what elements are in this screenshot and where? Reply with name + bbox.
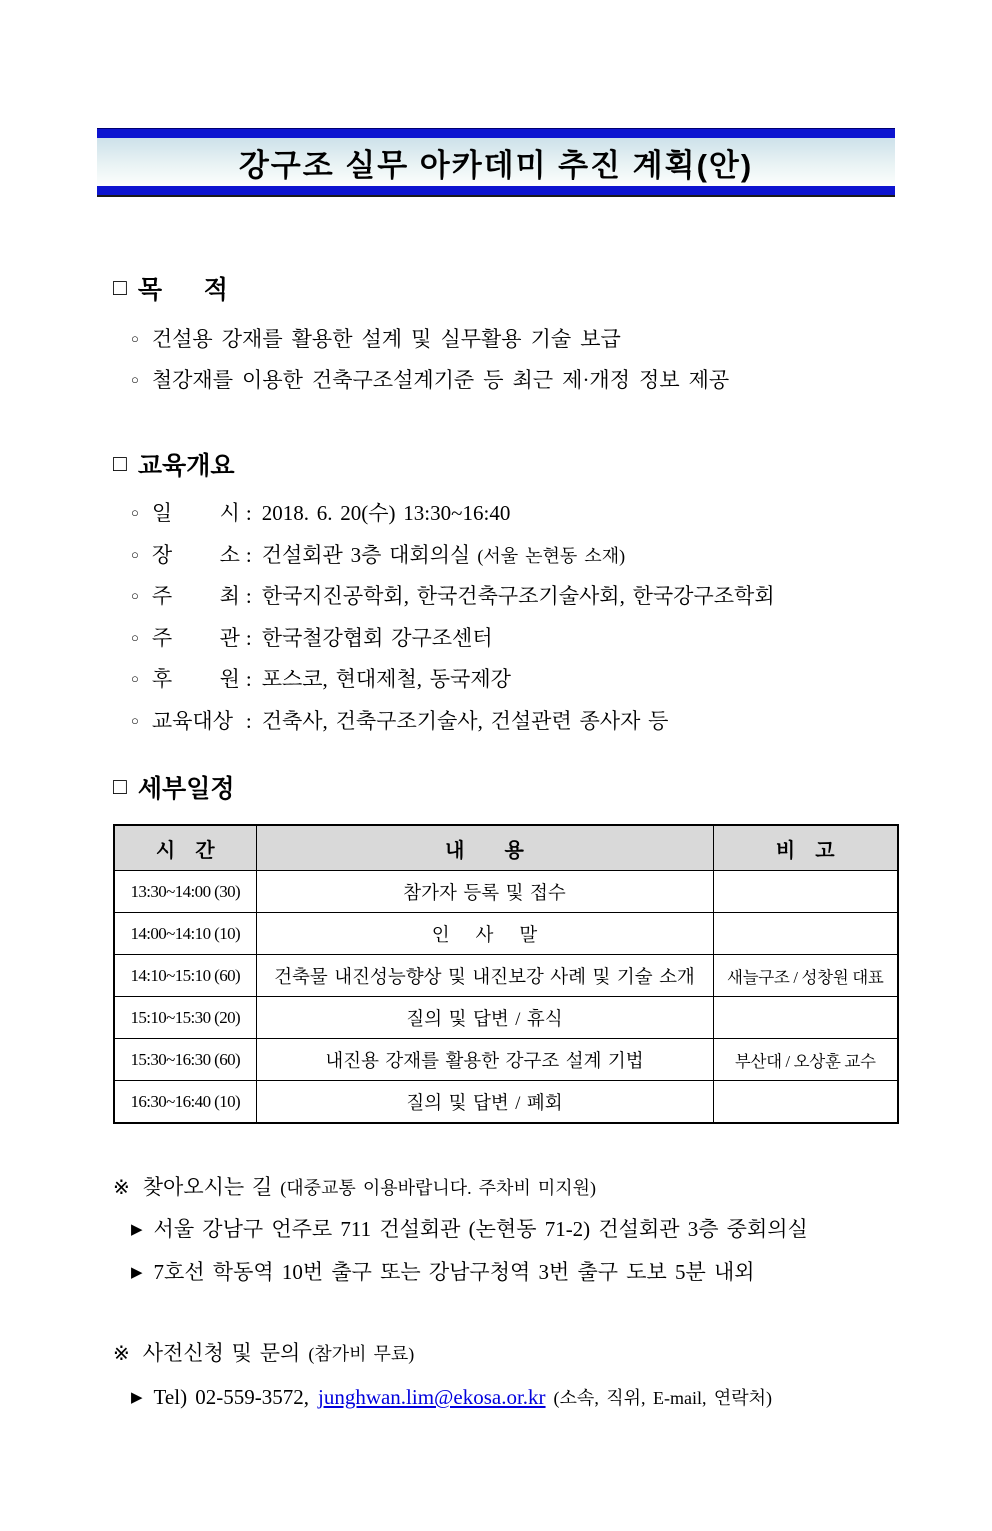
col-header-note: 비 고: [713, 825, 898, 871]
application-section: [97, 1337, 895, 1420]
schedule-content: 질의 및 답변 / 휴식: [256, 997, 713, 1039]
overview-item-value: 2018. 6. 20(수) 13:30~16:40: [261, 501, 511, 525]
directions-item: [97, 1252, 895, 1295]
overview-item-label: 일 시: [151, 501, 240, 525]
purpose-item-text: 건설용 강재를 활용한 설계 및 실무활용 기술 보급: [151, 327, 621, 351]
directions-heading-note: (대중교통 이용바랍니다. 주차비 미지원): [280, 1178, 597, 1198]
application-heading-note: (참가비 무료): [308, 1344, 415, 1364]
overview-item-label: 후 원: [151, 667, 240, 691]
overview-item-organizer: [97, 619, 895, 661]
directions-heading-label: 찾아오시는 길: [142, 1175, 273, 1199]
directions-items: [97, 1209, 895, 1295]
schedule-note: 부산대 / 오상훈 교수: [713, 1039, 898, 1081]
directions-item-text: 서울 강남구 언주로 711 건설회관 (논현동 71-2) 건설회관 3층 중회의실: [153, 1217, 808, 1241]
circle-bullet-icon: ○: [131, 331, 139, 346]
circle-bullet-icon: ○: [131, 588, 139, 603]
table-row: [114, 955, 898, 997]
banner-body: [97, 138, 895, 186]
circle-bullet-icon: ○: [131, 546, 139, 562]
directions-item: [97, 1209, 895, 1252]
table-row: [114, 871, 898, 913]
overview-item-value: 한국철강협회 강구조센터: [261, 625, 493, 650]
colon-separator: :: [245, 501, 252, 525]
contact-tel: Tel) 02-559-3572,: [153, 1385, 309, 1409]
purpose-item: [97, 320, 895, 361]
overview-item-note: (서울 논현동 소재): [477, 545, 626, 566]
overview-item-audience: [97, 702, 895, 744]
schedule-content: 건축물 내진성능향상 및 내진보강 사례 및 기술 소개: [256, 955, 713, 997]
table-row: [114, 997, 898, 1039]
schedule-content: 내진용 강재를 활용한 강구조 설계 기법: [256, 1039, 713, 1081]
schedule-time: 15:30~16:30 (60): [114, 1039, 256, 1081]
directions-heading: [97, 1171, 895, 1201]
arrow-right-icon: ▶: [131, 1265, 143, 1281]
schedule-note: [713, 997, 898, 1039]
overview-item-label: 주 최: [151, 584, 240, 608]
overview-item-label: 교육대상: [151, 708, 234, 733]
colon-separator: :: [245, 708, 252, 733]
arrow-right-icon: ▶: [131, 1222, 143, 1238]
reference-mark-icon: ※: [113, 1177, 130, 1199]
square-bullet-icon: □: [113, 273, 127, 300]
contact-line: [97, 1377, 895, 1420]
circle-bullet-icon: ○: [131, 629, 139, 645]
circle-bullet-icon: ○: [131, 372, 139, 387]
purpose-items: [97, 320, 895, 402]
banner-top-bar: [97, 128, 895, 138]
table-row: [114, 913, 898, 955]
document-content: [97, 270, 895, 1420]
contact-suffix: (소속, 직위, E-mail, 연락처): [553, 1388, 773, 1408]
schedule-content: 질의 및 답변 / 폐회: [256, 1081, 713, 1124]
schedule-time: 15:10~15:30 (20): [114, 997, 256, 1039]
schedule-note: [713, 913, 898, 955]
schedule-note: 새늘구조 / 성창원 대표: [713, 955, 898, 997]
overview-item-value: 건축사, 건축구조기술사, 건설관련 종사자 등: [261, 708, 669, 733]
directions-item-text: 7호선 학동역 10번 출구 또는 강남구청역 3번 출구 도보 5분 내외: [153, 1260, 755, 1284]
banner-bottom-bar: [97, 186, 895, 197]
circle-bullet-icon: ○: [131, 712, 139, 728]
colon-separator: :: [245, 625, 252, 650]
contact-email-link[interactable]: junghwan.lim@ekosa.or.kr: [317, 1385, 546, 1409]
reference-mark-icon: ※: [113, 1343, 130, 1365]
schedule-time: 14:00~14:10 (10): [114, 913, 256, 955]
schedule-note: [713, 1081, 898, 1124]
schedule-time: 13:30~14:00 (30): [114, 871, 256, 913]
overview-item-label: 주 관: [151, 625, 240, 650]
arrow-right-icon: ▶: [131, 1390, 143, 1406]
overview-item-datetime: [97, 494, 895, 536]
application-heading-label: 사전신청 및 문의: [142, 1341, 301, 1365]
purpose-heading: [97, 270, 895, 306]
schedule-note: [713, 871, 898, 913]
col-header-time: 시 간: [114, 825, 256, 871]
overview-item-location: [97, 536, 895, 578]
title-banner: [97, 128, 895, 197]
purpose-item-text: 철강재를 이용한 건축구조설계기준 등 최근 제·개정 정보 제공: [151, 368, 730, 392]
schedule-time: 16:30~16:40 (10): [114, 1081, 256, 1124]
overview-item-value: 한국지진공학회, 한국건축구조기술사회, 한국강구조학회: [261, 584, 775, 608]
overview-item-sponsor: [97, 660, 895, 702]
application-heading: [97, 1337, 895, 1367]
schedule-content: 인 사 말: [256, 913, 713, 955]
schedule-heading-label: 세부일정: [137, 775, 235, 803]
schedule-time: 14:10~15:10 (60): [114, 955, 256, 997]
circle-bullet-icon: ○: [131, 505, 139, 520]
purpose-item: [97, 361, 895, 402]
col-header-content: 내 용: [256, 825, 713, 871]
schedule-content: 참가자 등록 및 접수: [256, 871, 713, 913]
directions-section: [97, 1171, 895, 1295]
square-bullet-icon: □: [113, 449, 127, 476]
overview-item-value: 건설회관 3층 대회의실: [261, 542, 471, 567]
circle-bullet-icon: ○: [131, 671, 139, 686]
overview-heading: [97, 446, 895, 482]
schedule-table: [113, 824, 899, 1124]
overview-items: [97, 494, 895, 743]
table-row: [114, 1081, 898, 1124]
overview-heading-label: 교육개요: [137, 452, 235, 480]
purpose-heading-label: 목 적: [137, 276, 228, 304]
schedule-heading: [97, 769, 895, 805]
overview-item-value: 포스코, 현대제철, 동국제강: [261, 667, 511, 691]
colon-separator: :: [245, 667, 252, 691]
colon-separator: :: [245, 584, 252, 608]
overview-item-label: 장 소: [151, 542, 240, 567]
page-title: 강구조 실무 아카데미 추진 계획(안): [238, 147, 754, 183]
colon-separator: :: [245, 542, 252, 567]
table-header-row: [114, 825, 898, 871]
table-row: [114, 1039, 898, 1081]
square-bullet-icon: □: [113, 772, 127, 799]
overview-item-host: [97, 577, 895, 619]
